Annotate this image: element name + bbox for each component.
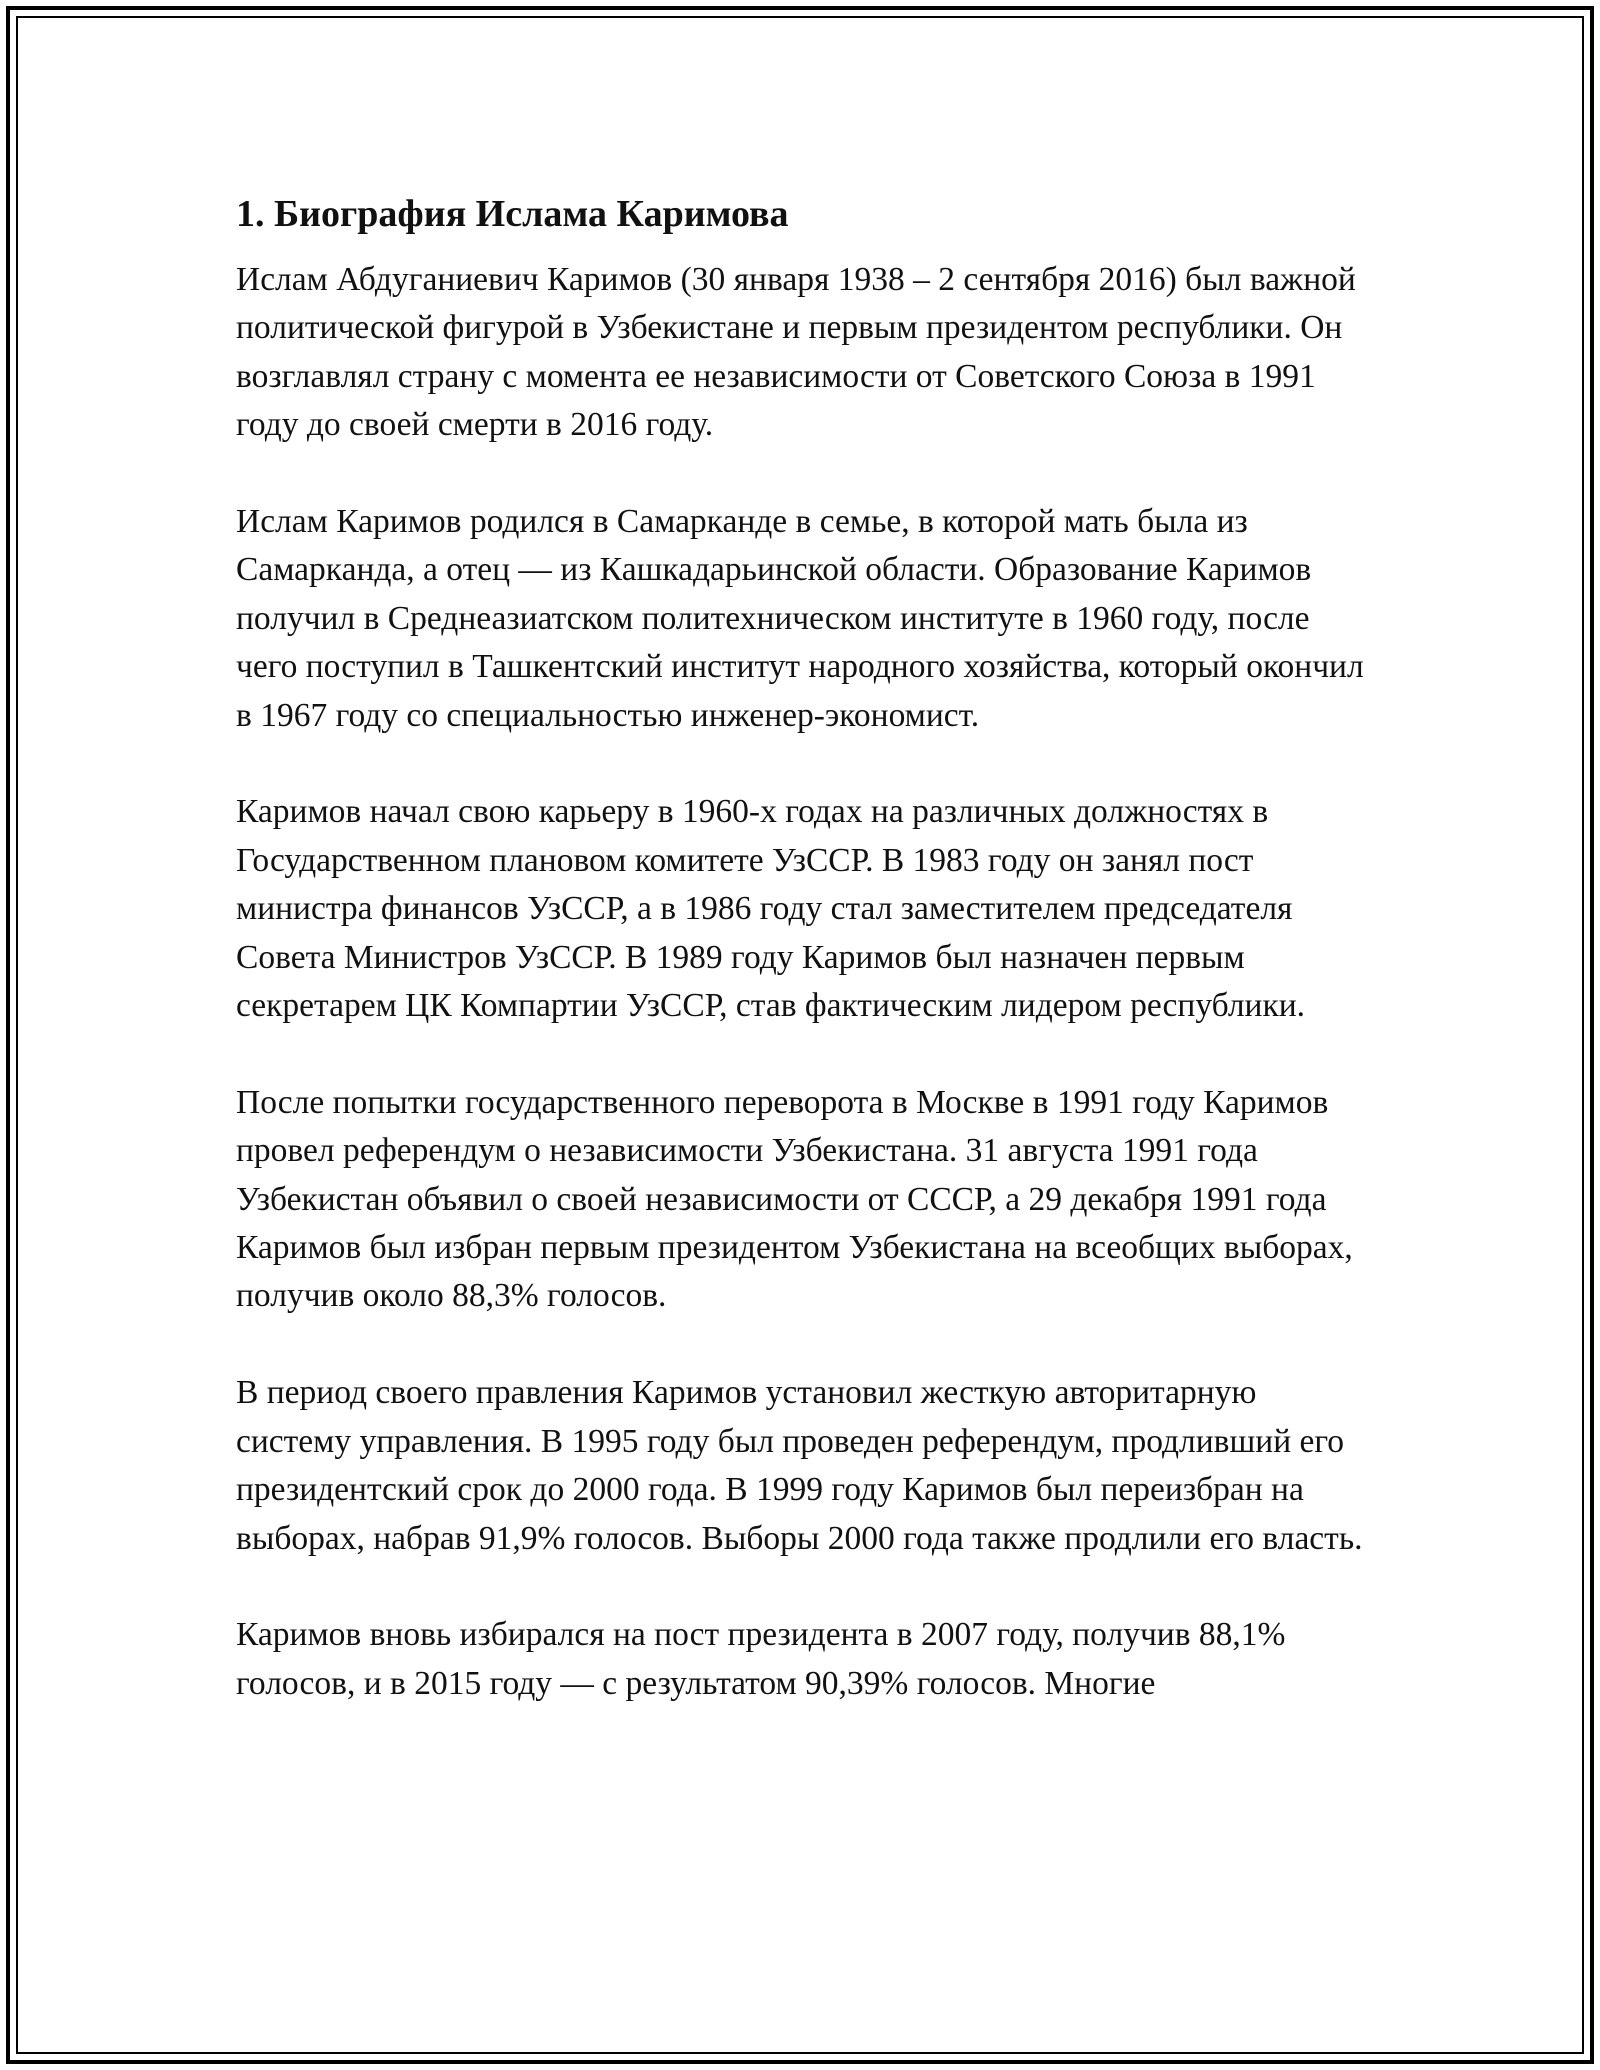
paragraph-intro: Ислам Абдуганиевич Каримов (30 января 1938 – 2 сентября 2016) был важной политической фигурой в Узбекистане и первым президентом республики. Он возглавлял страну с момента ее независимости от Советского Союза в 1991 году до своей смерти в 2016 году. [236, 261, 1356, 444]
paragraph-independence: После попытки государственного переворота в Москве в 1991 году Каримов провел референдум о независимости Узбекистана. 31 августа 1991 года Узбекистан объявил о своей независимости от СССР, а 29 декабря 1991 года Каримов был избран первым президентом Узбекистана на всеобщих выборах, получив около 88,3% голосов. [236, 1083, 1353, 1315]
paragraph-reelections: Каримов вновь избирался на пост президента в 2007 году, получив 88,1% голосов, и в 2015 году — с результатом 90,39% голосов. Многие [236, 1616, 1286, 1702]
paragraph-early-life: Ислам Каримов родился в Самарканде в семье, в которой мать была из Самарканда, а отец — из Кашкадарьинской области. Образование Каримов получил в Среднеазиатском политехническом институте в 1960 году, после чего поступил в Ташкентский институт народного хозяйства, который окончил в 1967 году со специальностью инженер-экономист. [236, 503, 1364, 734]
paragraph-career: Каримов начал свою карьеру в 1960-х годах на различных должностях в Государственном плановом комитете УзССР. В 1983 году он занял пост министра финансов УзССР, а в 1986 году стал заместителем председателя Совета Министров УзССР. В 1989 году Каримов был назначен первым секретарем ЦК Компартии УзССР, став фактическим лидером республики. [236, 793, 1306, 1025]
section-heading: 1. Биография Ислама Каримова [236, 193, 789, 235]
paragraph-rule: В период своего правления Каримов установил жесткую авторитарную систему управления. В 1995 году был проведен референдум, продливший его президентский срок до 2000 года. В 1999 году Каримов был переизбран на выборах, набрав 91,9% голосов. Выборы 2000 года также продлили его власть. [236, 1374, 1363, 1557]
document-body [236, 186, 1376, 1757]
